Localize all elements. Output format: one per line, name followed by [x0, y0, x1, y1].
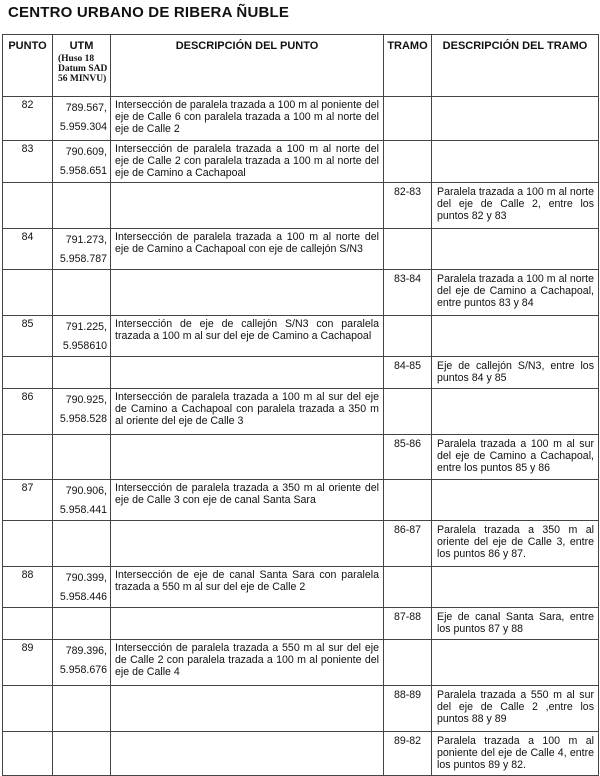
table-row	[3, 480, 599, 521]
utm-east: 790.609,	[65, 146, 107, 158]
table-row	[3, 357, 599, 389]
utm-cell	[53, 480, 111, 521]
tramo-description: Paralela trazada a 100 m al sur del eje de Camino a Cachapoal, entre los puntos 85 y 86	[432, 435, 599, 480]
punto-cell	[3, 521, 53, 567]
punto-description	[111, 357, 384, 389]
punto-description: Intersección de paralela trazada a 100 m al norte del eje de Camino a Cachapoal con eje de callejón S/N3	[111, 229, 384, 270]
utm-cell	[53, 229, 111, 270]
utm-north: 5.958.676	[59, 664, 107, 676]
tramo-description	[432, 567, 599, 608]
tramo-cell	[384, 640, 432, 686]
utm-cell	[53, 141, 111, 183]
punto-cell	[3, 732, 53, 776]
table-header-row	[3, 35, 599, 97]
table-row	[3, 183, 599, 229]
punto-cell	[3, 608, 53, 640]
utm-east: 790.399,	[65, 572, 107, 584]
utm-north: 5.958.651	[59, 165, 107, 177]
punto-description	[111, 608, 384, 640]
punto-cell	[3, 686, 53, 732]
utm-cell	[53, 640, 111, 686]
table-row	[3, 640, 599, 686]
utm-east: 791.225,	[65, 321, 107, 333]
header-descripcion-punto: DESCRIPCIÓN DEL PUNTO	[111, 35, 384, 97]
punto-cell	[3, 435, 53, 480]
punto-description: Intersección de eje de canal Santa Sara con paralela trazada a 550 m al sur del eje de Calle 2	[111, 567, 384, 608]
tramo-cell	[384, 141, 432, 183]
punto-cell: 83	[3, 141, 53, 183]
utm-north: 5.959.304	[59, 121, 107, 133]
tramo-cell	[384, 389, 432, 435]
utm-cell	[53, 435, 111, 480]
utm-cell	[53, 567, 111, 608]
punto-cell: 88	[3, 567, 53, 608]
punto-cell: 87	[3, 480, 53, 521]
punto-description	[111, 435, 384, 480]
table-row	[3, 686, 599, 732]
table-row	[3, 97, 599, 141]
tramo-cell: 84-85	[384, 357, 432, 389]
utm-north: 5.958.787	[59, 253, 107, 265]
tramo-cell: 83-84	[384, 270, 432, 316]
utm-cell	[53, 686, 111, 732]
utm-north: 5.958.446	[59, 591, 107, 603]
punto-cell	[3, 183, 53, 229]
punto-description	[111, 183, 384, 229]
punto-cell: 89	[3, 640, 53, 686]
tramo-description	[432, 480, 599, 521]
tramo-description	[432, 640, 599, 686]
table-row	[3, 435, 599, 480]
punto-cell: 82	[3, 97, 53, 141]
header-utm	[53, 35, 111, 97]
tramo-cell	[384, 229, 432, 270]
utm-cell	[53, 316, 111, 357]
tramo-description: Paralela trazada a 100 m al poniente del eje de Calle 4, entre los puntos 89 y 82.	[432, 732, 599, 776]
table-row	[3, 389, 599, 435]
table-row	[3, 521, 599, 567]
utm-cell	[53, 357, 111, 389]
tramo-cell	[384, 567, 432, 608]
punto-description: Intersección de paralela trazada a 100 m al sur del eje de Camino a Cachapoal con paralela trazada a 350 m al oriente del eje de Calle 3	[111, 389, 384, 435]
utm-east: 789.567,	[65, 102, 107, 114]
page-title: CENTRO URBANO DE RIBERA ÑUBLE	[8, 4, 290, 21]
tramo-description	[432, 141, 599, 183]
tramo-description: Paralela trazada a 550 m al sur del eje de Calle 2 ,entre los puntos 88 y 89	[432, 686, 599, 732]
punto-cell: 84	[3, 229, 53, 270]
table-row	[3, 608, 599, 640]
utm-north: 5.958.528	[59, 413, 107, 425]
boundary-table	[2, 34, 599, 776]
punto-description: Intersección de paralela trazada a 100 m al poniente del eje de Calle 6 con paralela trazada a 100 m al norte del eje de Calle 2	[111, 97, 384, 141]
punto-cell: 85	[3, 316, 53, 357]
tramo-description: Paralela trazada a 350 m al oriente del eje de Calle 3, entre los puntos 86 y 87.	[432, 521, 599, 567]
tramo-cell	[384, 97, 432, 141]
tramo-cell: 87-88	[384, 608, 432, 640]
table-row	[3, 229, 599, 270]
table-row	[3, 270, 599, 316]
utm-east: 790.906,	[65, 485, 107, 497]
utm-cell	[53, 389, 111, 435]
punto-description: Intersección de paralela trazada a 350 m al oriente del eje de Calle 3 con eje de canal Santa Sara	[111, 480, 384, 521]
table-row	[3, 567, 599, 608]
header-tramo: TRAMO	[384, 35, 432, 97]
tramo-cell: 85-86	[384, 435, 432, 480]
punto-cell	[3, 357, 53, 389]
tramo-description	[432, 316, 599, 357]
utm-cell	[53, 521, 111, 567]
header-utm-datum: (Huso 18 Datum SAD 56 MINVU)	[58, 54, 108, 84]
punto-description: Intersección de paralela trazada a 100 m al norte del eje de Calle 2 con paralela trazada a 100 m al norte del eje de Camino a Cachapoal	[111, 141, 384, 183]
punto-cell: 86	[3, 389, 53, 435]
utm-east: 789.396,	[65, 645, 107, 657]
table-row	[3, 732, 599, 776]
header-utm-label: UTM	[69, 40, 94, 52]
punto-cell	[3, 270, 53, 316]
tramo-cell: 82-83	[384, 183, 432, 229]
punto-description	[111, 686, 384, 732]
punto-description	[111, 732, 384, 776]
utm-north: 5.958610	[62, 340, 107, 352]
tramo-description: Eje de canal Santa Sara, entre los puntos 87 y 88	[432, 608, 599, 640]
utm-east: 790.925,	[65, 394, 107, 406]
tramo-cell: 86-87	[384, 521, 432, 567]
utm-cell	[53, 608, 111, 640]
punto-description: Intersección de paralela trazada a 550 m al sur del eje de Calle 2 con paralela trazada a 100 m al poniente del eje de Calle 4	[111, 640, 384, 686]
utm-cell	[53, 183, 111, 229]
tramo-description: Paralela trazada a 100 m al norte del eje de Camino a Cachapoal, entre puntos 83 y 84	[432, 270, 599, 316]
utm-north: 5.958.441	[59, 504, 107, 516]
utm-cell	[53, 97, 111, 141]
punto-description	[111, 521, 384, 567]
tramo-description	[432, 97, 599, 141]
tramo-cell: 89-82	[384, 732, 432, 776]
tramo-description: Paralela trazada a 100 m al norte del eje de Calle 2, entre los puntos 82 y 83	[432, 183, 599, 229]
tramo-cell	[384, 316, 432, 357]
tramo-cell: 88-89	[384, 686, 432, 732]
utm-cell	[53, 732, 111, 776]
tramo-description	[432, 389, 599, 435]
tramo-description	[432, 229, 599, 270]
utm-cell	[53, 270, 111, 316]
header-punto: PUNTO	[3, 35, 53, 97]
tramo-description: Eje de callejón S/N3, entre los puntos 84 y 85	[432, 357, 599, 389]
utm-east: 791.273,	[65, 234, 107, 246]
tramo-cell	[384, 480, 432, 521]
header-descripcion-tramo: DESCRIPCIÓN DEL TRAMO	[432, 35, 599, 97]
punto-description: Intersección de eje de callejón S/N3 con paralela trazada a 100 m al sur del eje de Camino a Cachapoal	[111, 316, 384, 357]
table-row	[3, 316, 599, 357]
table-row	[3, 141, 599, 183]
punto-description	[111, 270, 384, 316]
